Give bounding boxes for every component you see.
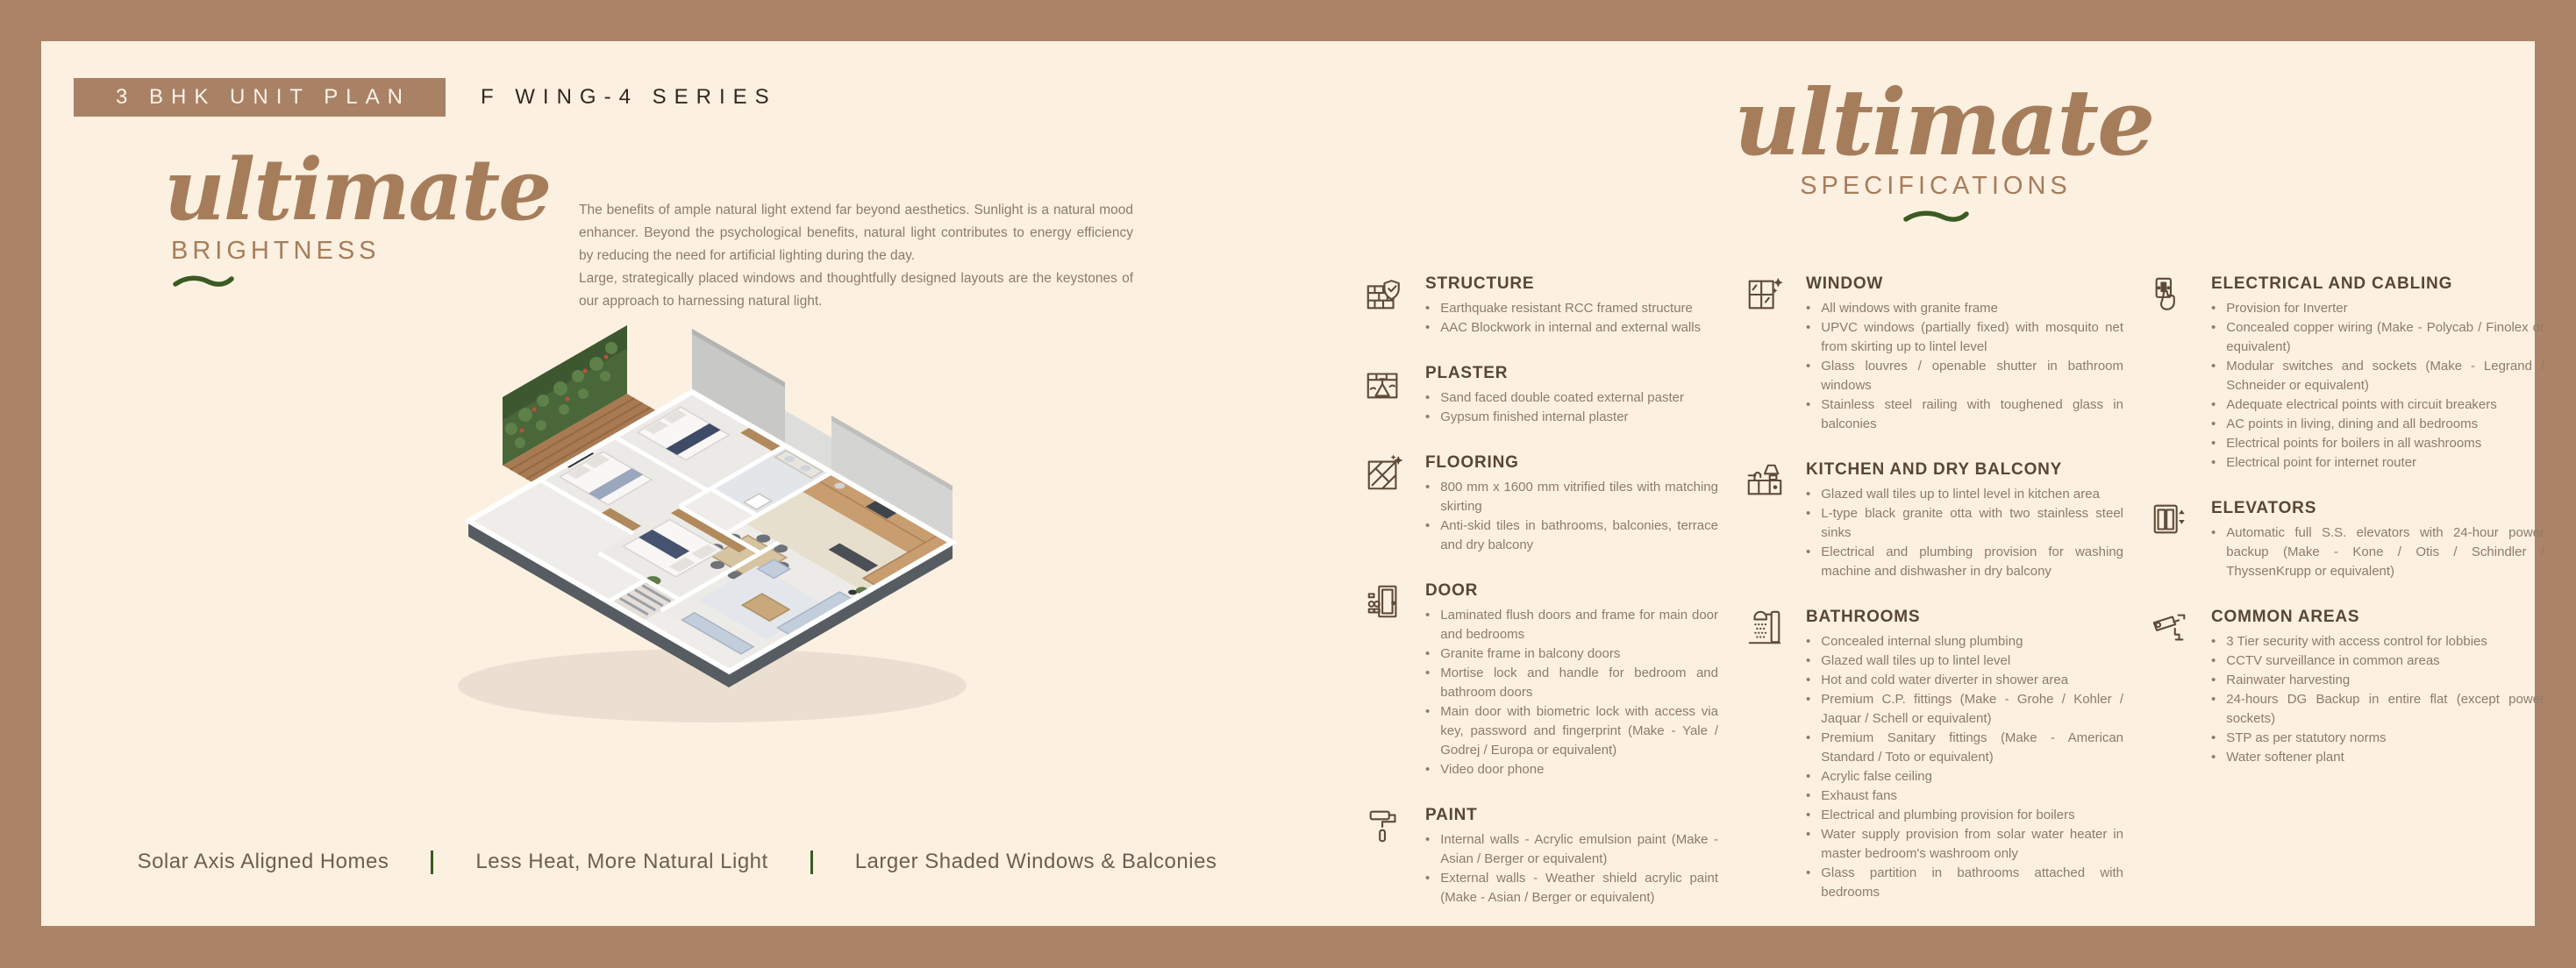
spec-item-text: Concealed copper wiring (Make - Polycab / Finolex or equivalent) bbox=[2226, 320, 2544, 354]
spec-list-paint bbox=[1425, 830, 1718, 908]
spec-item bbox=[1806, 690, 2123, 729]
spec-item-text: Laminated flush doors and frame for main door and bedrooms bbox=[1440, 608, 1718, 642]
bullet-icon: • bbox=[1806, 487, 1811, 502]
spec-item bbox=[2211, 318, 2544, 357]
spec-title-door: DOOR bbox=[1425, 581, 1479, 600]
spec-item-text: L-type black granite otta with two stainless steel sinks bbox=[1821, 506, 2123, 540]
bullet-icon: • bbox=[1425, 762, 1431, 777]
bullet-icon: • bbox=[1806, 769, 1811, 784]
kitchen-counter-icon bbox=[1745, 460, 1785, 501]
ultimate-script-right: ultimate bbox=[1734, 68, 2154, 176]
spec-item bbox=[1806, 299, 2123, 318]
bullet-icon: • bbox=[1806, 730, 1811, 745]
spec-title-kitchen-and-dry-balcony: KITCHEN AND DRY BALCONY bbox=[1806, 460, 2063, 479]
unit-plan-badge: 3 BHK UNIT PLAN bbox=[74, 78, 446, 117]
spec-item-text: Electrical points for boilers in all washrooms bbox=[2226, 436, 2482, 451]
tagline-separator bbox=[431, 851, 433, 874]
bullet-icon: • bbox=[1806, 653, 1811, 668]
spec-item bbox=[1425, 606, 1718, 644]
spec-item bbox=[1425, 664, 1718, 702]
bullet-icon: • bbox=[1425, 390, 1431, 405]
spec-item bbox=[2211, 299, 2544, 318]
bullet-icon: • bbox=[2211, 692, 2216, 707]
brightness-brand bbox=[164, 140, 551, 293]
spec-section-elevators bbox=[2150, 499, 2544, 581]
tagline-3: Larger Shaded Windows & Balconies bbox=[854, 850, 1217, 873]
spec-list-electrical-and-cabling bbox=[2211, 299, 2544, 473]
spec-item-text: Automatic full S.S. elevators with 24-hour power backup (Make - Kone / Otis / Schindler / ThyssenKrupp or equivalent) bbox=[2226, 525, 2544, 579]
spec-section-paint bbox=[1364, 806, 1718, 908]
bullet-icon: • bbox=[1425, 608, 1431, 623]
bullet-icon: • bbox=[1806, 506, 1811, 521]
spec-item-text: CCTV surveillance in common areas bbox=[2226, 653, 2440, 668]
bullet-icon: • bbox=[2211, 525, 2216, 540]
spec-item-text: Hot and cold water diverter in shower area bbox=[1821, 673, 2069, 687]
bullet-icon: • bbox=[2211, 455, 2216, 470]
spec-list-plaster bbox=[1425, 388, 1718, 427]
window-sparkle-icon bbox=[1745, 274, 1785, 315]
spec-item bbox=[1806, 318, 2123, 357]
spec-list-common-areas bbox=[2211, 632, 2544, 767]
bullet-icon: • bbox=[2211, 301, 2216, 316]
spec-item bbox=[2211, 523, 2544, 581]
spec-item-text: Internal walls - Acrylic emulsion paint (Make - Asian / Berger or equivalent) bbox=[1440, 832, 1718, 866]
spec-title-paint: PAINT bbox=[1425, 806, 1478, 824]
spec-title-bathrooms: BATHROOMS bbox=[1806, 608, 1921, 626]
spec-title-window: WINDOW bbox=[1806, 274, 1884, 293]
spec-item-text: Electrical and plumbing provision for boilers bbox=[1821, 808, 2075, 822]
spec-item-text: Premium C.P. fittings (Make - Grohe / Kohler / Jaquar / Schell or equivalent) bbox=[1821, 692, 2123, 726]
spec-item bbox=[1806, 651, 2123, 671]
spec-item-text: Video door phone bbox=[1440, 762, 1545, 777]
spec-list-flooring bbox=[1425, 478, 1718, 555]
spec-item bbox=[1806, 357, 2123, 395]
spec-title-electrical-and-cabling: ELECTRICAL AND CABLING bbox=[2211, 274, 2453, 293]
spec-item-text: Concealed internal slung plumbing bbox=[1821, 634, 2023, 649]
switch-finger-icon bbox=[2150, 274, 2190, 315]
spec-item-text: Exhaust fans bbox=[1821, 788, 1897, 803]
spec-body-paint bbox=[1425, 806, 1718, 908]
bullet-icon: • bbox=[1806, 320, 1811, 335]
spec-item bbox=[1425, 478, 1718, 516]
spec-item bbox=[1806, 543, 2123, 581]
header bbox=[74, 78, 777, 117]
spec-item-text: Electrical point for internet router bbox=[2226, 455, 2417, 470]
intro-paragraph-2: Large, strategically placed windows and thoughtfully designed layouts are the keystones of our approach to harnessing natural light. bbox=[579, 271, 1133, 309]
spec-list-kitchen-and-dry-balcony bbox=[1806, 485, 2123, 581]
bullet-icon: • bbox=[1806, 634, 1811, 649]
spec-item bbox=[1425, 702, 1718, 760]
bullet-icon: • bbox=[2211, 359, 2216, 374]
bullet-icon: • bbox=[2211, 653, 2216, 668]
spec-section-plaster bbox=[1364, 364, 1718, 427]
shower-icon bbox=[1745, 608, 1785, 648]
spec-item bbox=[1806, 786, 2123, 806]
spec-item-text: Gypsum finished internal plaster bbox=[1440, 409, 1629, 424]
tagline-row bbox=[129, 850, 1225, 874]
spec-item bbox=[1425, 516, 1718, 555]
specifications-caption: SPECIFICATIONS bbox=[1800, 172, 2072, 201]
spec-item-text: Glazed wall tiles up to lintel level in kitchen area bbox=[1821, 487, 2100, 502]
spec-item-text: Rainwater harvesting bbox=[2226, 673, 2351, 687]
spec-item bbox=[2211, 748, 2544, 767]
spec-section-kitchen-and-dry-balcony bbox=[1745, 460, 2123, 581]
spec-item-text: UPVC windows (partially fixed) with mosquito net from skirting up to lintel level bbox=[1821, 320, 2123, 354]
spec-item bbox=[1806, 806, 2123, 825]
bullet-icon: • bbox=[1806, 397, 1811, 412]
elevator-icon bbox=[2150, 499, 2190, 539]
spec-title-common-areas: COMMON AREAS bbox=[2211, 608, 2360, 626]
spec-item-text: Granite frame in balcony doors bbox=[1440, 646, 1621, 661]
spec-body-door bbox=[1425, 581, 1718, 779]
spec-item-text: Glass louvres / openable shutter in bathroom windows bbox=[1821, 359, 2123, 393]
spec-body-elevators bbox=[2211, 499, 2544, 581]
spec-body-window bbox=[1806, 274, 2123, 434]
spec-item-text: All windows with granite frame bbox=[1821, 301, 1999, 316]
spec-item-text: Earthquake resistant RCC framed structure bbox=[1440, 301, 1693, 316]
plaster-trowel-icon bbox=[1364, 364, 1404, 404]
tagline-1: Solar Axis Aligned Homes bbox=[137, 850, 389, 873]
spec-item bbox=[1425, 299, 1718, 318]
bullet-icon: • bbox=[2211, 416, 2216, 431]
spec-item bbox=[1425, 388, 1718, 408]
paint-roller-icon bbox=[1364, 806, 1404, 846]
spec-item bbox=[2211, 632, 2544, 651]
spec-item-text: Main door with biometric lock with access via key, password and fingerprint (Make - Yale / Godrej / Europa or equivalent) bbox=[1440, 704, 1718, 758]
bullet-icon: • bbox=[1425, 646, 1431, 661]
spec-item-text: Stainless steel railing with toughened glass in balconies bbox=[1821, 397, 2123, 431]
flooring-tiles-icon bbox=[1364, 453, 1404, 494]
spec-item bbox=[2211, 671, 2544, 690]
spec-item bbox=[1806, 825, 2123, 864]
bullet-icon: • bbox=[2211, 397, 2216, 412]
spec-section-flooring bbox=[1364, 453, 1718, 555]
spec-section-electrical-and-cabling bbox=[2150, 274, 2544, 473]
spec-section-door bbox=[1364, 581, 1718, 779]
intro-paragraph-1: The benefits of ample natural light extend far beyond aesthetics. Sunlight is a natural mood enhancer. Beyond the psychological benefits, natural light contributes to energy efficiency by reducing the need for artificial lighting during the day. bbox=[579, 203, 1133, 263]
spec-item-text: Water softener plant bbox=[2226, 750, 2344, 765]
spec-item-text: AAC Blockwork in internal and external walls bbox=[1440, 320, 1702, 335]
spec-item-text: 800 mm x 1600 mm vitrified tiles with matching skirting bbox=[1440, 480, 1718, 514]
spec-column-3 bbox=[2150, 274, 2544, 934]
bullet-icon: • bbox=[1425, 518, 1431, 533]
spec-item bbox=[1806, 485, 2123, 504]
spec-item bbox=[2211, 395, 2544, 415]
spec-section-bathrooms bbox=[1745, 608, 2123, 902]
spec-item bbox=[1806, 632, 2123, 651]
bullet-icon: • bbox=[2211, 673, 2216, 687]
spec-section-window bbox=[1745, 274, 2123, 434]
spec-list-elevators bbox=[2211, 523, 2544, 581]
bullet-icon: • bbox=[1425, 409, 1431, 424]
spec-column-2 bbox=[1745, 274, 2123, 934]
spec-title-elevators: ELEVATORS bbox=[2211, 499, 2317, 517]
spec-body-plaster bbox=[1425, 364, 1718, 427]
spec-item bbox=[1806, 504, 2123, 543]
bullet-icon: • bbox=[1806, 788, 1811, 803]
series-label: F WING-4 SERIES bbox=[480, 85, 777, 109]
spec-title-flooring: FLOORING bbox=[1425, 453, 1519, 472]
brightness-caption: BRIGHTNESS bbox=[171, 236, 381, 265]
spec-item-text: Anti-skid tiles in bathrooms, balconies, terrace and dry balcony bbox=[1440, 518, 1718, 552]
structure-wall-shield-icon bbox=[1364, 274, 1404, 315]
spec-item bbox=[1806, 395, 2123, 434]
tagline-2: Less Heat, More Natural Light bbox=[475, 850, 768, 873]
ultimate-script-left: ultimate bbox=[164, 140, 551, 239]
bullet-icon: • bbox=[1806, 544, 1811, 559]
bullet-icon: • bbox=[1806, 865, 1811, 880]
green-swoosh-icon bbox=[173, 274, 234, 288]
spec-columns bbox=[1364, 274, 2544, 934]
spec-item bbox=[2211, 651, 2544, 671]
bullet-icon: • bbox=[1806, 359, 1811, 374]
bullet-icon: • bbox=[1425, 320, 1431, 335]
spec-section-common-areas bbox=[2150, 608, 2544, 767]
green-swoosh-icon bbox=[1902, 210, 1969, 224]
spec-item bbox=[2211, 729, 2544, 748]
spec-item bbox=[2211, 357, 2544, 395]
spec-item-text: Mortise lock and handle for bedroom and bathroom doors bbox=[1440, 666, 1718, 700]
spec-body-flooring bbox=[1425, 453, 1718, 555]
spec-item bbox=[1425, 318, 1718, 338]
spec-item bbox=[1425, 760, 1718, 779]
spec-item bbox=[1806, 864, 2123, 902]
spec-item bbox=[1425, 869, 1718, 908]
spec-title-plaster: PLASTER bbox=[1425, 364, 1509, 382]
spec-list-structure bbox=[1425, 299, 1718, 338]
spec-column-1 bbox=[1364, 274, 1718, 934]
bullet-icon: • bbox=[2211, 730, 2216, 745]
spec-item-text: Glass partition in bathrooms attached with bedrooms bbox=[1821, 865, 2123, 900]
spec-body-kitchen-and-dry-balcony bbox=[1806, 460, 2123, 581]
spec-list-bathrooms bbox=[1806, 632, 2123, 902]
spec-list-door bbox=[1425, 606, 1718, 779]
bullet-icon: • bbox=[1806, 827, 1811, 842]
bullet-icon: • bbox=[2211, 436, 2216, 451]
bullet-icon: • bbox=[2211, 750, 2216, 765]
spec-item bbox=[2211, 453, 2544, 473]
spec-item-text: Sand faced double coated external paster bbox=[1440, 390, 1684, 405]
spec-section-structure bbox=[1364, 274, 1718, 338]
spec-item bbox=[2211, 690, 2544, 729]
spec-item-text: Water supply provision from solar water heater in master bedroom's washroom only bbox=[1821, 827, 2123, 861]
floor-plan-render bbox=[304, 295, 1076, 839]
spec-item bbox=[1425, 644, 1718, 664]
spec-item-text: Modular switches and sockets (Make - Legrand / Schneider or equivalent) bbox=[2226, 359, 2544, 393]
spec-item bbox=[2211, 434, 2544, 453]
spec-title-structure: STRUCTURE bbox=[1425, 274, 1535, 293]
spec-item-text: Electrical and plumbing provision for washing machine and dishwasher in dry balcony bbox=[1821, 544, 2123, 579]
spec-item-text: STP as per statutory norms bbox=[2226, 730, 2387, 745]
bullet-icon: • bbox=[1806, 808, 1811, 822]
spec-body-common-areas bbox=[2211, 608, 2544, 767]
spec-item-text: External walls - Weather shield acrylic paint (Make - Asian / Berger or equivalent) bbox=[1440, 871, 1718, 905]
bullet-icon: • bbox=[1806, 673, 1811, 687]
spec-item bbox=[2211, 415, 2544, 434]
bullet-icon: • bbox=[1425, 832, 1431, 847]
cctv-camera-icon bbox=[2150, 608, 2190, 648]
brochure-page bbox=[41, 41, 2544, 926]
bullet-icon: • bbox=[1806, 301, 1811, 316]
spec-item-text: Premium Sanitary fittings (Make - American Standard / Toto or equivalent) bbox=[1821, 730, 2123, 765]
tagline-separator bbox=[810, 851, 813, 874]
spec-list-window bbox=[1806, 299, 2123, 434]
bullet-icon: • bbox=[1425, 666, 1431, 680]
bullet-icon: • bbox=[1425, 871, 1431, 886]
bullet-icon: • bbox=[1425, 480, 1431, 495]
spec-item bbox=[1806, 671, 2123, 690]
specifications-brand bbox=[1734, 68, 2154, 228]
bullet-icon: • bbox=[2211, 634, 2216, 649]
spec-item bbox=[1806, 767, 2123, 786]
spec-item bbox=[1806, 729, 2123, 767]
spec-item-text: 24-hours DG Backup in entire flat (except power sockets) bbox=[2226, 692, 2544, 726]
bullet-icon: • bbox=[1425, 704, 1431, 719]
bullet-icon: • bbox=[2211, 320, 2216, 335]
spec-item bbox=[1425, 408, 1718, 427]
bullet-icon: • bbox=[1425, 301, 1431, 316]
bullet-icon: • bbox=[1806, 692, 1811, 707]
spec-item-text: AC points in living, dining and all bedrooms bbox=[2226, 416, 2479, 431]
spec-body-electrical-and-cabling bbox=[2211, 274, 2544, 473]
spec-item-text: Provision for Inverter bbox=[2226, 301, 2348, 316]
spec-item-text: Glazed wall tiles up to lintel level bbox=[1821, 653, 2011, 668]
spec-body-bathrooms bbox=[1806, 608, 2123, 902]
spec-item-text: Acrylic false ceiling bbox=[1821, 769, 1932, 784]
spec-body-structure bbox=[1425, 274, 1718, 338]
spec-item bbox=[1425, 830, 1718, 869]
door-keypad-icon bbox=[1364, 581, 1404, 622]
spec-item-text: 3 Tier security with access control for lobbies bbox=[2226, 634, 2487, 649]
spec-item-text: Adequate electrical points with circuit breakers bbox=[2226, 397, 2497, 412]
